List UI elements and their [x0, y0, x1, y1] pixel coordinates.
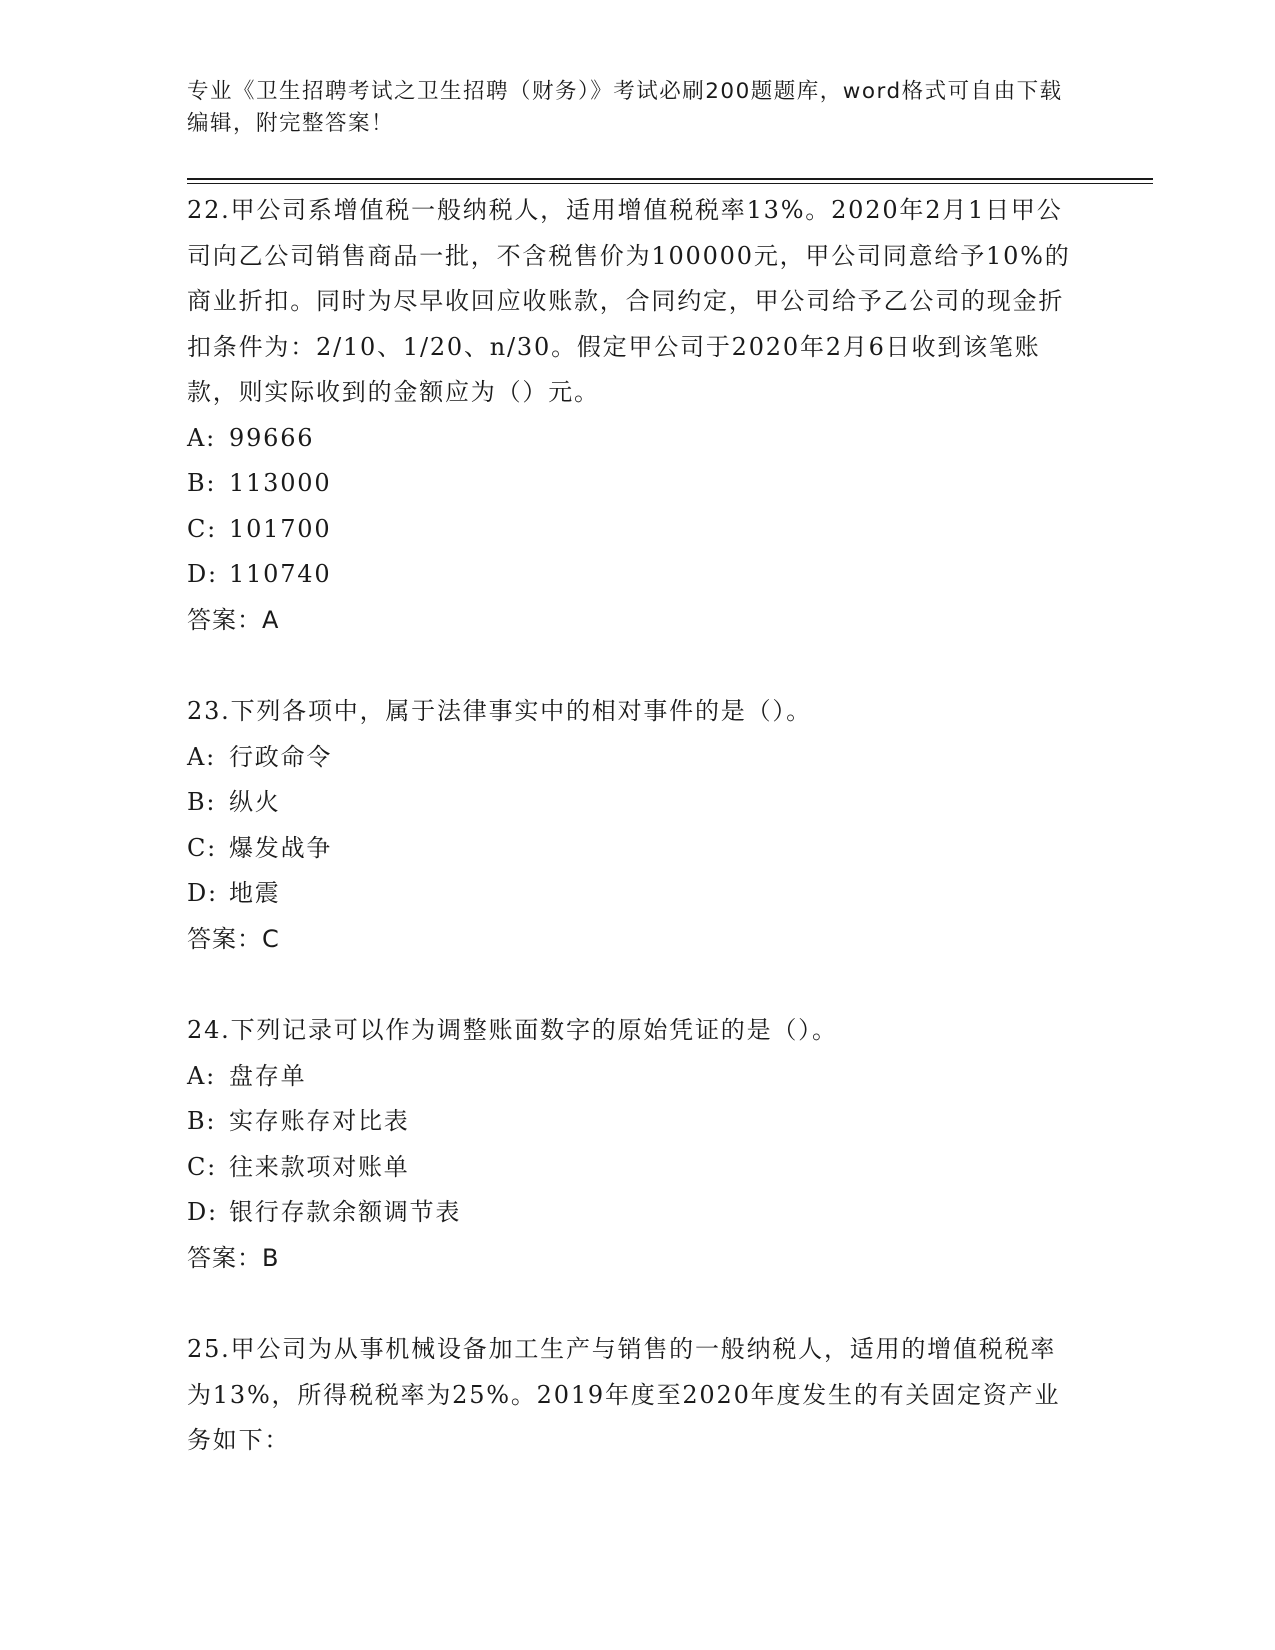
option-d [187, 1190, 1077, 1236]
question-23 [187, 689, 1077, 962]
option-letter: A: [187, 1061, 217, 1090]
option-a [187, 735, 1077, 781]
option-text: 101700 [229, 514, 332, 543]
option-letter: C: [187, 833, 218, 862]
header-divider-thick [187, 178, 1153, 180]
option-letter: A: [187, 423, 217, 452]
option-a [187, 1054, 1077, 1100]
question-stem: 25.甲公司为从事机械设备加工生产与销售的一般纳税人，适用的增值税税率为13%，所得税税率为25%。2019年度至2020年度发生的有关固定资产业务如下： [187, 1335, 1061, 1454]
option-text: 往来款项对账单 [229, 1152, 410, 1181]
option-letter: A: [187, 742, 217, 771]
question-stem: 22.甲公司系增值税一般纳税人，适用增值税税率13%。2020年2月1日甲公司向乙公司销售商品一批，不含税售价为100000元，甲公司同意给予10%的商业折扣。同时为尽早收回应收账款，合同约定，甲公司给予乙公司的现金折扣条件为：2/10、1/20、n/30。假定甲公司于2020年2月6日收到该笔账款，则实际收到的金额应为（）元。 [187, 196, 1071, 406]
option-text: 纵火 [229, 788, 281, 816]
option-b [187, 461, 1077, 507]
option-text: 110740 [229, 560, 332, 588]
option-text: 盘存单 [229, 1061, 307, 1090]
question-22 [187, 188, 1077, 643]
question-list [187, 188, 1077, 1464]
document-header-title: 专业《卫生招聘考试之卫生招聘（财务）》考试必刷200题题库，word格式可自由下载编辑，附完整答案！ [187, 79, 1063, 136]
option-text: 地震 [229, 879, 281, 907]
option-letter: B: [187, 788, 217, 816]
question-25 [187, 1327, 1077, 1464]
header-divider-thin [187, 183, 1153, 184]
option-letter: C: [187, 1152, 218, 1181]
option-letter: C: [187, 514, 218, 543]
option-letter: D: [187, 560, 218, 588]
option-b [187, 780, 1077, 826]
option-b [187, 1099, 1077, 1145]
option-text: 113000 [229, 469, 332, 497]
option-text: 99666 [229, 423, 315, 452]
answer-line: 答案：B [187, 1243, 280, 1272]
question-gap [187, 1281, 1077, 1327]
answer-line: 答案：A [187, 605, 280, 634]
option-c [187, 1145, 1077, 1191]
option-a [187, 416, 1077, 462]
option-c [187, 507, 1077, 553]
option-text: 行政命令 [229, 742, 333, 771]
option-letter: D: [187, 1198, 218, 1226]
option-text: 银行存款余额调节表 [229, 1198, 462, 1226]
question-gap [187, 962, 1077, 1008]
option-d [187, 871, 1077, 917]
option-letter: B: [187, 469, 217, 497]
question-stem: 24.下列记录可以作为调整账面数字的原始凭证的是（）。 [187, 1016, 838, 1044]
answer-line: 答案：C [187, 924, 280, 953]
option-d [187, 552, 1077, 598]
option-letter: B: [187, 1107, 217, 1135]
question-24 [187, 1008, 1077, 1281]
option-letter: D: [187, 879, 218, 907]
question-stem: 23.下列各项中，属于法律事实中的相对事件的是（）。 [187, 697, 812, 725]
option-c [187, 826, 1077, 872]
option-text: 实存账存对比表 [229, 1107, 410, 1135]
option-text: 爆发战争 [229, 833, 333, 862]
question-gap [187, 643, 1077, 689]
